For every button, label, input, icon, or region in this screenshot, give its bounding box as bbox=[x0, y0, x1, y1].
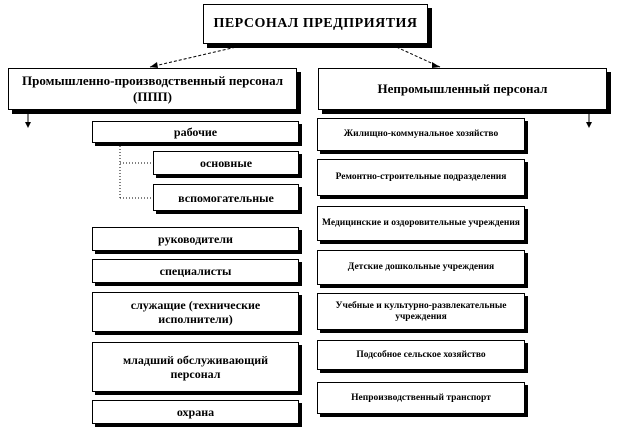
left-head-label: Промышленно-производственный персонал (ППП) bbox=[22, 73, 283, 104]
node-uchebnye: Учебные и культурно-развлекательные учреждения bbox=[317, 293, 525, 330]
node-detskie: Детские дошкольные учреждения bbox=[317, 250, 525, 285]
right-head-label: Непромышленный персонал bbox=[377, 81, 548, 96]
node-transport: Непроизводственный транспорт bbox=[317, 382, 525, 414]
node-specialisty: специалисты bbox=[92, 259, 299, 283]
node-sluzhashchie: служащие (технические исполнители) bbox=[92, 292, 299, 332]
node-podsobnoe: Подсобное сельское хозяйство bbox=[317, 340, 525, 370]
title-box bbox=[203, 4, 428, 44]
node-remontno: Ремонтно-строительные подразделения bbox=[317, 159, 525, 196]
node-rukovoditeli: руководители bbox=[92, 227, 299, 251]
node-zhilishchno: Жилищно-коммунальное хозяйство bbox=[317, 118, 525, 151]
left-head-box bbox=[8, 68, 297, 110]
node-vspomogatelnye: вспомогательные bbox=[153, 184, 299, 211]
node-ohrana: охрана bbox=[92, 400, 299, 424]
diagram-title: ПЕРСОНАЛ ПРЕДПРИЯТИЯ bbox=[213, 16, 418, 31]
node-osnovnye: основные bbox=[153, 151, 299, 175]
right-head-box bbox=[318, 68, 607, 110]
node-mladshiy: младший обслуживающий персонал bbox=[92, 342, 299, 392]
node-rabochie: рабочие bbox=[92, 121, 299, 143]
node-medicinskie: Медицинские и оздоровительные учреждения bbox=[317, 206, 525, 241]
